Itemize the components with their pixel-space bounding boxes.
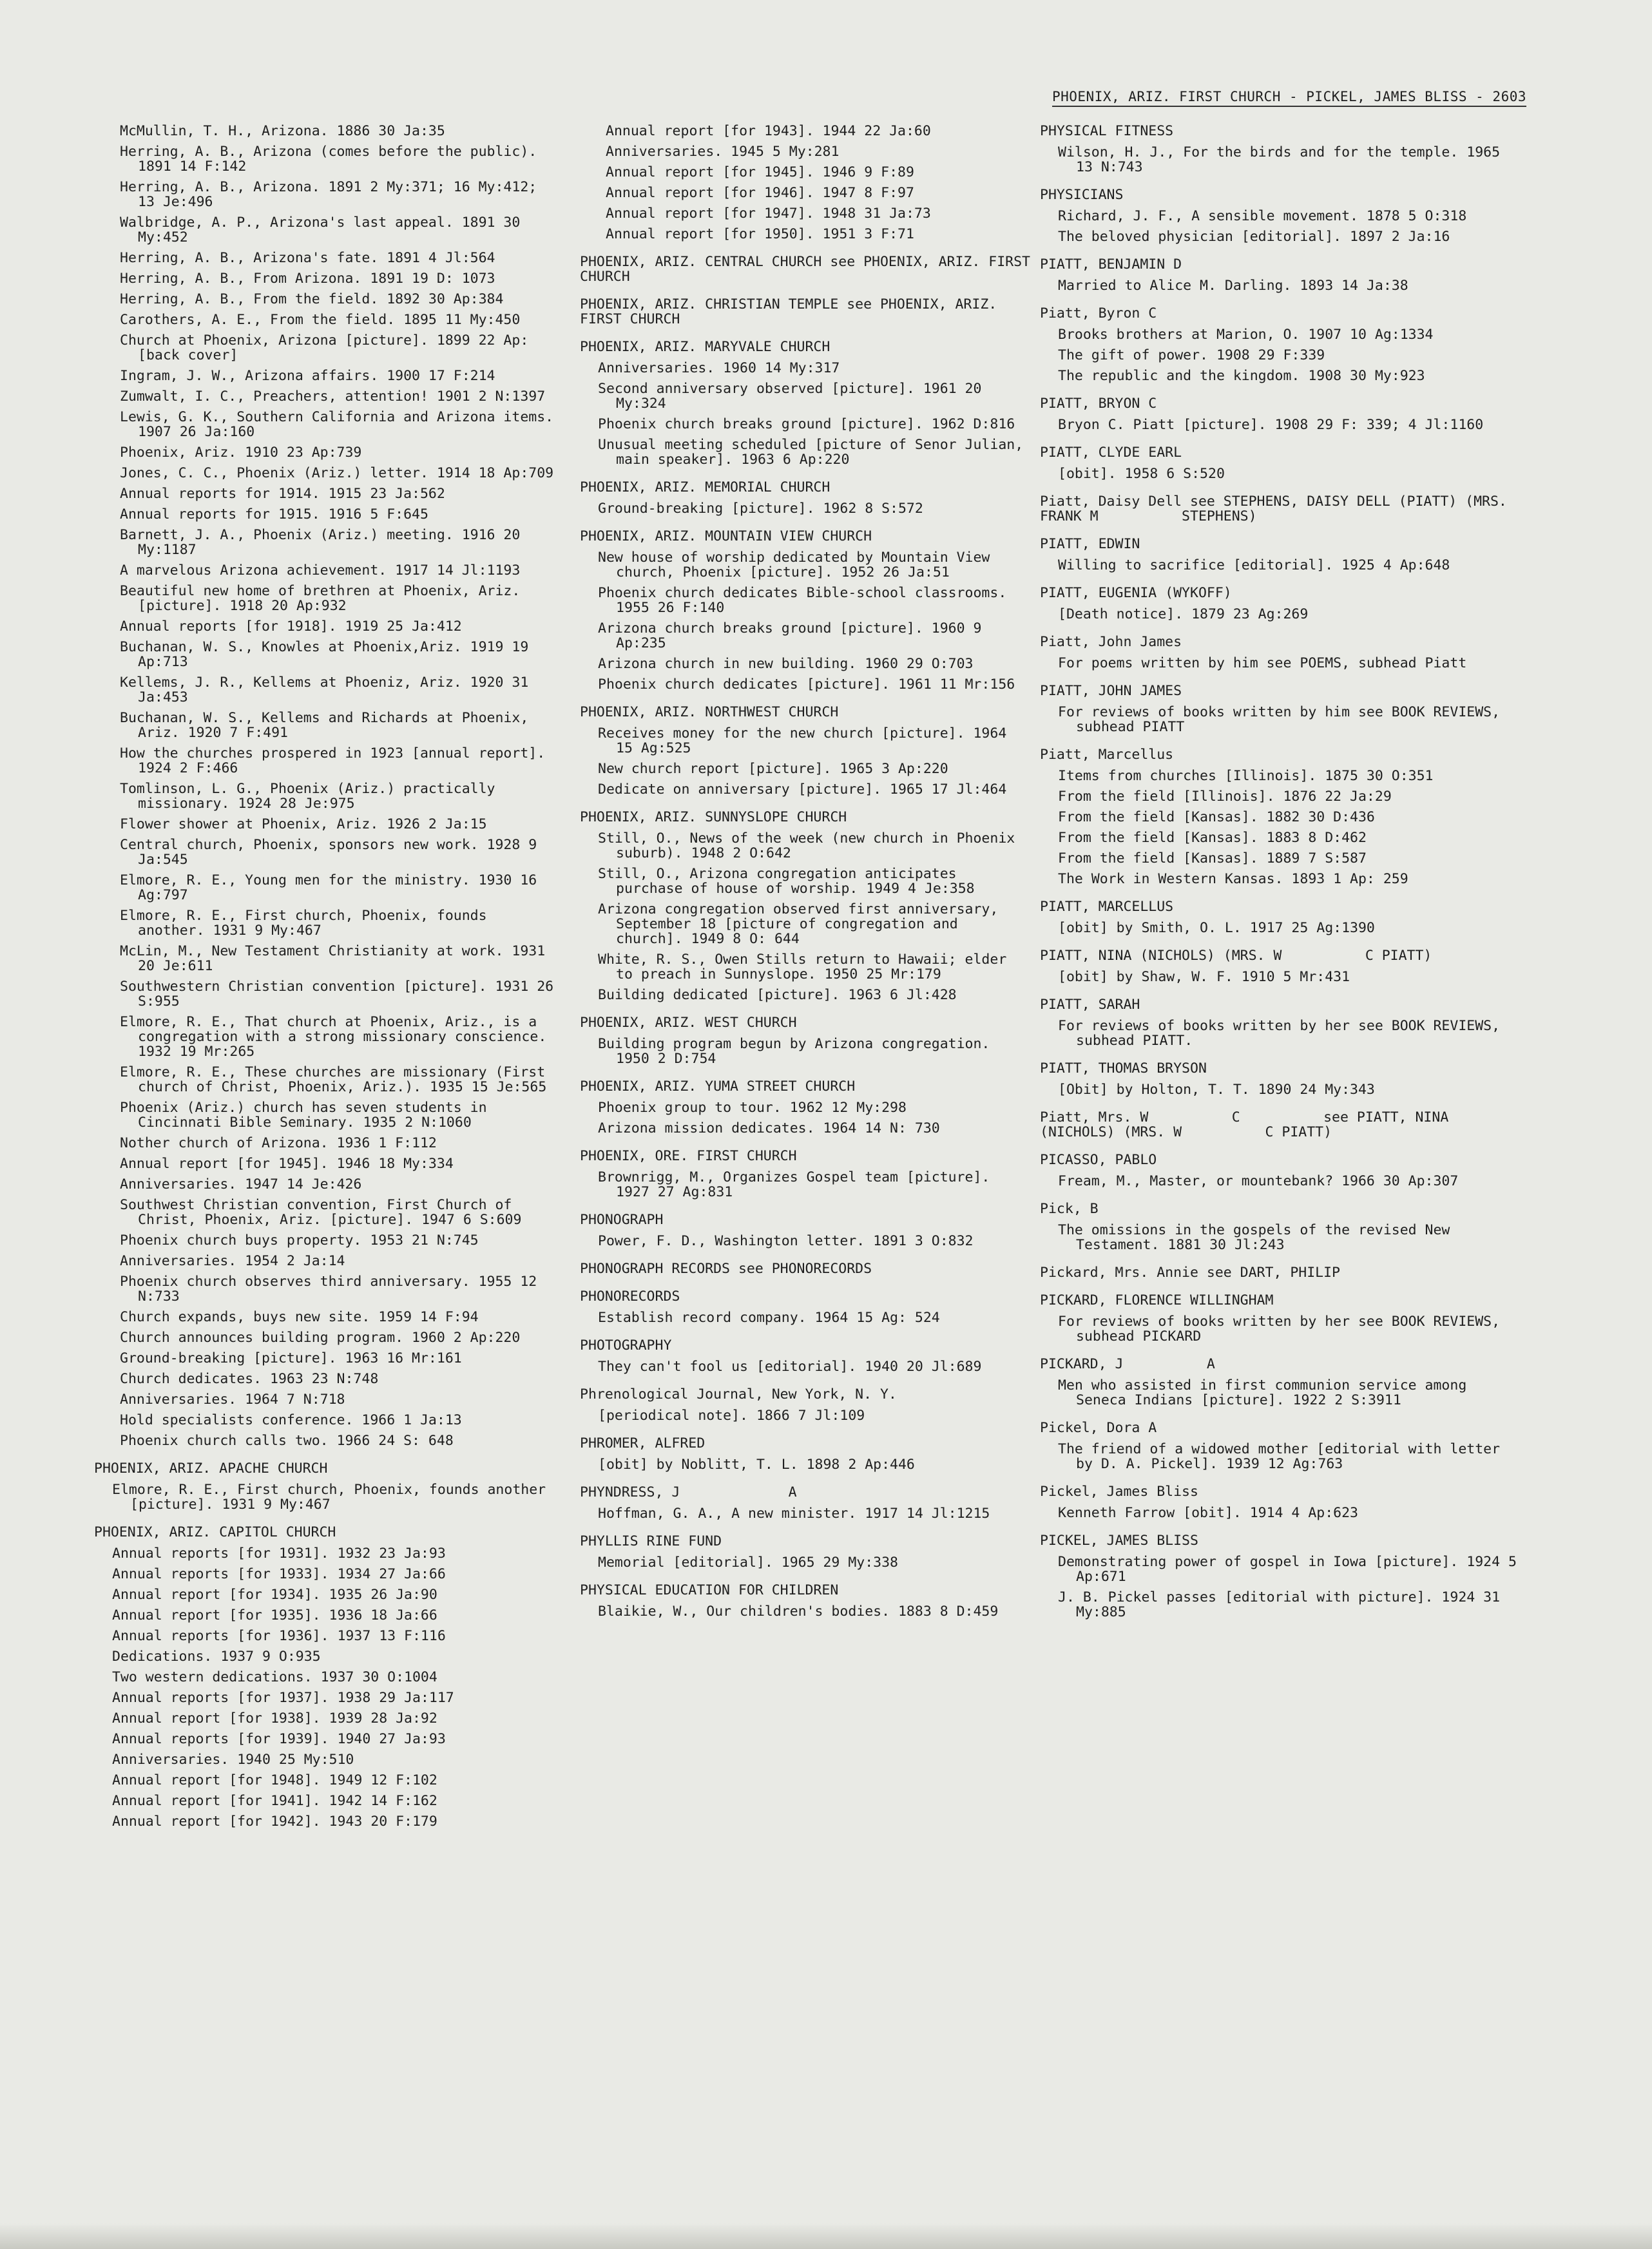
- index-heading: Pickel, Dora A: [1040, 1420, 1157, 1436]
- index-section: [1040, 899, 1517, 935]
- index-entry: Tomlinson, L. G., Phoenix (Ariz.) practically missionary. 1924 28 Je:975: [120, 781, 504, 812]
- index-entry: Anniversaries. 1940 25 My:510: [112, 1752, 354, 1768]
- index-entry: Annual reports for 1915. 1916 5 F:645: [120, 506, 428, 522]
- index-entry: Southwest Christian convention, First Church of Christ, Phoenix, Ariz. [picture]. 1947 6 S:609: [120, 1197, 522, 1228]
- index-section: [1040, 124, 1517, 175]
- index-entry: Kenneth Farrow [obit]. 1914 4 Ap:623: [1058, 1505, 1358, 1521]
- index-section: [580, 1436, 1031, 1472]
- index-entry: Phoenix church buys property. 1953 21 N:745: [120, 1232, 479, 1249]
- index-entry: Annual report [for 1938]. 1939 28 Ja:92: [112, 1710, 437, 1727]
- index-entry: Two western dedications. 1937 30 O:1004: [112, 1669, 437, 1685]
- index-section: [580, 1338, 1031, 1374]
- index-entry: Ingram, J. W., Arizona affairs. 1900 17 F:214: [120, 368, 495, 384]
- index-entry: How the churches prospered in 1923 [annual report]. 1924 2 F:466: [120, 745, 554, 776]
- index-section: [580, 529, 1031, 692]
- index-section: [580, 1289, 1031, 1325]
- index-entry: Arizona mission dedicates. 1964 14 N: 730: [598, 1120, 940, 1136]
- index-entry: Willing to sacrifice [editorial]. 1925 4 Ap:648: [1058, 557, 1450, 573]
- index-entry: McMullin, T. H., Arizona. 1886 30 Ja:35: [120, 123, 445, 139]
- index-entry: Annual report [for 1945]. 1946 18 My:334: [120, 1156, 454, 1172]
- index-heading: PIATT, BENJAMIN D: [1040, 256, 1182, 273]
- index-entry: Barnett, J. A., Phoenix (Ariz.) meeting. 1916 20 My:1187: [120, 527, 529, 558]
- index-section: [94, 123, 562, 1449]
- index-entry: Nother church of Arizona. 1936 1 F:112: [120, 1135, 437, 1151]
- index-heading: PHROMER, ALFRED: [580, 1435, 706, 1451]
- index-entry: For reviews of books written by her see BOOK REVIEWS, subhead PIATT.: [1058, 1018, 1508, 1049]
- index-section: [580, 297, 1031, 327]
- index-entry: Elmore, R. E., Young men for the ministry. 1930 16 Ag:797: [120, 872, 546, 903]
- index-entry: From the field [Kansas]. 1889 7 S:587: [1058, 850, 1367, 866]
- index-heading: Pick, B: [1040, 1201, 1099, 1217]
- index-entry: Annual reports for 1914. 1915 23 Ja:562: [120, 486, 445, 502]
- index-section: [1040, 537, 1517, 573]
- index-entry: Phoenix group to tour. 1962 12 My:298: [598, 1100, 907, 1116]
- index-entry: Elmore, R. E., That church at Phoenix, Ariz., is a congregation with a strong missionary conscience. 1932 19 Mr:265: [120, 1014, 555, 1060]
- index-entry: Annual report [for 1945]. 1946 9 F:89: [606, 164, 914, 180]
- index-entry: Herring, A. B., From Arizona. 1891 19 D: 1073: [120, 271, 495, 287]
- index-entry: For reviews of books written by him see BOOK REVIEWS, subhead PIATT: [1058, 704, 1508, 735]
- index-heading: Piatt, Byron C: [1040, 305, 1157, 321]
- index-column-2: [580, 123, 1039, 1632]
- index-section: [1040, 494, 1517, 524]
- index-entry: The beloved physician [editorial]. 1897 2 Ja:16: [1058, 229, 1450, 245]
- index-entry: Herring, A. B., From the field. 1892 30 Ap:384: [120, 291, 504, 307]
- index-section: [94, 1461, 558, 1512]
- index-section: [580, 705, 1031, 797]
- index-entry: Annual reports [for 1918]. 1919 25 Ja:412: [120, 618, 462, 635]
- index-entry: Brooks brothers at Marion, O. 1907 10 Ag:1334: [1058, 327, 1434, 343]
- index-heading: PHOENIX, ARIZ. WEST CHURCH: [580, 1015, 797, 1031]
- index-entry: Central church, Phoenix, sponsors new work. 1928 9 Ja:545: [120, 837, 546, 868]
- running-head: PHOENIX, ARIZ. FIRST CHURCH - PICKEL, JAMES BLISS - 2603: [1052, 89, 1526, 107]
- index-heading: Piatt, Marcellus: [1040, 747, 1174, 763]
- index-entry: Unusual meeting scheduled [picture of Senor Julian, main speaker]. 1963 6 Ap:220: [598, 437, 1032, 468]
- index-entry: Anniversaries. 1954 2 Ja:14: [120, 1253, 345, 1269]
- index-section: [1040, 445, 1517, 481]
- index-entry: Second anniversary observed [picture]. 1961 20 My:324: [598, 381, 990, 412]
- index-heading: Piatt, Daisy Dell see STEPHENS, DAISY DELL (PIATT) (MRS. FRANK M STEPHENS): [1040, 493, 1515, 524]
- index-entry: [Death notice]. 1879 23 Ag:269: [1058, 606, 1309, 622]
- index-entry: Phoenix, Ariz. 1910 23 Ap:739: [120, 445, 362, 461]
- index-entry: Elmore, R. E., First church, Phoenix, founds another [picture]. 1931 9 My:467: [112, 1482, 555, 1513]
- index-section: [1040, 187, 1517, 244]
- index-entry: Hoffman, G. A., A new minister. 1917 14 Jl:1215: [598, 1506, 990, 1522]
- index-entry: White, R. S., Owen Stills return to Hawaii; elder to preach in Sunnyslope. 1950 25 Mr:179: [598, 952, 1015, 982]
- index-entry: Beautiful new home of brethren at Phoenix, Ariz. [picture]. 1918 20 Ap:932: [120, 583, 529, 614]
- index-entry: For poems written by him see POEMS, subhead Piatt: [1058, 655, 1467, 671]
- index-entry: From the field [Illinois]. 1876 22 Ja:29: [1058, 789, 1392, 805]
- index-entry: The omissions in the gospels of the revised New Testament. 1881 30 Jl:243: [1058, 1222, 1459, 1253]
- index-section: [580, 1079, 1031, 1136]
- index-heading: PHOTOGRAPHY: [580, 1337, 672, 1354]
- index-heading: PHOENIX, ARIZ. YUMA STREET CHURCH: [580, 1078, 856, 1095]
- index-section: [580, 124, 1031, 242]
- index-entry: Walbridge, A. P., Arizona's last appeal. 1891 30 My:452: [120, 215, 529, 245]
- index-entry: Blaikie, W., Our children's bodies. 1883 8 D:459: [598, 1603, 999, 1620]
- index-section: [1040, 1110, 1517, 1140]
- index-heading: Piatt, Mrs. W C see PIATT, NINA (NICHOLS) (MRS. W C PIATT): [1040, 1109, 1457, 1140]
- index-section: [580, 1015, 1031, 1066]
- index-heading: PICASSO, PABLO: [1040, 1152, 1157, 1168]
- index-section: [580, 1212, 1031, 1249]
- index-entry: Elmore, R. E., These churches are missionary (First church of Christ, Phoenix, Ariz.). 1935 15 Je:565: [120, 1064, 554, 1095]
- index-entry: From the field [Kansas]. 1882 30 D:436: [1058, 809, 1375, 825]
- index-entry: Demonstrating power of gospel in Iowa [picture]. 1924 5 Ap:671: [1058, 1554, 1525, 1585]
- index-entry: Annual report [for 1948]. 1949 12 F:102: [112, 1772, 437, 1788]
- index-entry: From the field [Kansas]. 1883 8 D:462: [1058, 830, 1367, 846]
- index-heading: PHYSICIANS: [1040, 187, 1124, 203]
- index-entry: Richard, J. F., A sensible movement. 1878 5 O:318: [1058, 208, 1467, 224]
- index-section: [1040, 948, 1517, 984]
- index-section: [580, 1485, 1031, 1521]
- index-entry: Carothers, A. E., From the field. 1895 11 My:450: [120, 312, 521, 328]
- index-entry: Ground-breaking [picture]. 1962 8 S:572: [598, 501, 923, 517]
- index-entry: Flower shower at Phoenix, Ariz. 1926 2 Ja:15: [120, 816, 487, 832]
- index-entry: Annual report [for 1943]. 1944 22 Ja:60: [606, 123, 931, 139]
- index-entry: Dedications. 1937 9 O:935: [112, 1649, 321, 1665]
- index-entry: McLin, M., New Testament Christianity at work. 1931 20 Je:611: [120, 943, 554, 974]
- index-section: [1040, 1061, 1517, 1097]
- index-entry: Annual report [for 1934]. 1935 26 Ja:90: [112, 1587, 437, 1603]
- index-heading: PHYLLIS RINE FUND: [580, 1533, 722, 1549]
- index-section: [1040, 1265, 1517, 1280]
- index-entry: Annual reports [for 1936]. 1937 13 F:116: [112, 1628, 446, 1644]
- index-entry: [obit] by Smith, O. L. 1917 25 Ag:1390: [1058, 920, 1375, 936]
- index-entry: Phoenix church breaks ground [picture]. 1962 D:816: [598, 416, 1015, 432]
- index-heading: PICKEL, JAMES BLISS: [1040, 1533, 1198, 1549]
- index-entry: Arizona congregation observed first anniversary, September 18 [picture of congregation and church]. 1949 8 O: 644: [598, 901, 1007, 947]
- index-heading: PHOENIX, ARIZ. CHRISTIAN TEMPLE see PHOENIX, ARIZ. FIRST CHURCH: [580, 296, 1006, 327]
- index-entry: Bryon C. Piatt [picture]. 1908 29 F: 339; 4 Jl:1160: [1058, 417, 1484, 433]
- index-entry: Anniversaries. 1960 14 My:317: [598, 360, 840, 376]
- index-entry: Herring, A. B., Arizona. 1891 2 My:371; 16 My:412; 13 Je:496: [120, 179, 546, 210]
- index-entry: New house of worship dedicated by Mountain View church, Phoenix [picture]. 1952 26 Ja:51: [598, 550, 999, 580]
- index-entry: Church at Phoenix, Arizona [picture]. 1899 22 Ap:[back cover]: [120, 332, 529, 363]
- index-heading: PIATT, JOHN JAMES: [1040, 683, 1182, 699]
- index-entry: Annual report [for 1941]. 1942 14 F:162: [112, 1793, 437, 1809]
- index-heading: PHOENIX, ARIZ. CAPITOL CHURCH: [94, 1524, 336, 1540]
- index-section: [1040, 1357, 1517, 1408]
- index-entry: Zumwalt, I. C., Preachers, attention! 1901 2 N:1397: [120, 388, 546, 405]
- index-section: [1040, 997, 1517, 1048]
- index-entry: Phoenix (Ariz.) church has seven students in Cincinnati Bible Seminary. 1935 2 N:1060: [120, 1100, 495, 1131]
- index-section: [1040, 1293, 1517, 1344]
- index-column-1: [94, 123, 562, 1842]
- index-heading: PHOENIX, ORE. FIRST CHURCH: [580, 1148, 797, 1164]
- index-section: [1040, 1153, 1517, 1189]
- index-entry: Annual reports [for 1937]. 1938 29 Ja:117: [112, 1690, 454, 1706]
- index-entry: Men who assisted in first communion service among Seneca Indians [picture]. 1922 2 S:3911: [1058, 1377, 1475, 1408]
- index-section: [1040, 396, 1517, 432]
- index-entry: Building dedicated [picture]. 1963 6 Jl:428: [598, 987, 957, 1003]
- index-heading: PIATT, THOMAS BRYSON: [1040, 1060, 1207, 1077]
- index-entry: Annual report [for 1950]. 1951 3 F:71: [606, 226, 914, 242]
- index-heading: PHOENIX, ARIZ. MOUNTAIN VIEW CHURCH: [580, 528, 872, 544]
- index-entry: Dedicate on anniversary [picture]. 1965 17 Jl:464: [598, 781, 1007, 798]
- index-heading: PHOENIX, ARIZ. SUNNYSLOPE CHURCH: [580, 809, 847, 825]
- index-entry: The Work in Western Kansas. 1893 1 Ap: 259: [1058, 871, 1408, 887]
- index-entry: Brownrigg, M., Organizes Gospel team [picture]. 1927 27 Ag:831: [598, 1169, 999, 1200]
- index-entry: New church report [picture]. 1965 3 Ap:220: [598, 761, 948, 777]
- index-heading: Piatt, John James: [1040, 634, 1182, 650]
- index-section: [1040, 306, 1517, 383]
- index-heading: PIATT, NINA (NICHOLS) (MRS. W C PIATT): [1040, 948, 1432, 964]
- index-heading: PHOENIX, ARIZ. MEMORIAL CHURCH: [580, 479, 831, 495]
- index-entry: Still, O., News of the week (new church in Phoenix suburb). 1948 2 O:642: [598, 830, 1024, 861]
- index-heading: Phrenological Journal, New York, N. Y.: [580, 1386, 897, 1402]
- index-entry: Anniversaries. 1947 14 Je:426: [120, 1176, 362, 1192]
- index-entry: Lewis, G. K., Southern California and Arizona items. 1907 26 Ja:160: [120, 409, 562, 440]
- index-entry: Anniversaries. 1945 5 My:281: [606, 144, 840, 160]
- index-heading: PHYSICAL EDUCATION FOR CHILDREN: [580, 1582, 839, 1598]
- page-bottom-edge: [0, 2223, 1652, 2249]
- index-section: [580, 810, 1031, 1002]
- index-heading: PHONOGRAPH RECORDS see PHONORECORDS: [580, 1261, 872, 1277]
- index-heading: PIATT, CLYDE EARL: [1040, 445, 1182, 461]
- index-entry: Hold specialists conference. 1966 1 Ja:13: [120, 1412, 462, 1428]
- index-section: [1040, 1533, 1525, 1620]
- index-section: [1040, 1421, 1517, 1471]
- index-entry: Establish record company. 1964 15 Ag: 524: [598, 1310, 940, 1326]
- index-entry: Elmore, R. E., First church, Phoenix, founds another. 1931 9 My:467: [120, 908, 495, 939]
- index-entry: Phoenix church calls two. 1966 24 S: 648: [120, 1433, 454, 1449]
- index-section: [580, 1583, 1031, 1619]
- index-heading: PIATT, SARAH: [1040, 997, 1140, 1013]
- index-heading: Pickel, James Bliss: [1040, 1484, 1198, 1500]
- index-heading: PHOENIX, ARIZ. APACHE CHURCH: [94, 1460, 328, 1477]
- index-entry: Annual report [for 1942]. 1943 20 F:179: [112, 1814, 437, 1830]
- index-heading: PHYSICAL FITNESS: [1040, 123, 1174, 139]
- index-heading: PIATT, EDWIN: [1040, 536, 1140, 552]
- index-entry: Ground-breaking [picture]. 1963 16 Mr:161: [120, 1350, 462, 1366]
- index-entry: The republic and the kingdom. 1908 30 My:923: [1058, 368, 1425, 384]
- index-entry: Phoenix church observes third anniversary. 1955 12 N:733: [120, 1274, 546, 1305]
- index-entry: Memorial [editorial]. 1965 29 My:338: [598, 1555, 898, 1571]
- index-heading: PHONORECORDS: [580, 1288, 680, 1305]
- index-entry: For reviews of books written by her see BOOK REVIEWS, subhead PICKARD: [1058, 1314, 1508, 1345]
- index-heading: PHOENIX, ARIZ. MARYVALE CHURCH: [580, 339, 831, 355]
- index-entry: The friend of a widowed mother [editorial with letter by D. A. Pickel]. 1939 12 Ag:763: [1058, 1441, 1508, 1472]
- index-entry: Receives money for the new church [picture]. 1964 15 Ag:525: [598, 725, 1015, 756]
- index-section: [1040, 747, 1517, 886]
- index-section: [580, 1149, 1031, 1200]
- index-entry: Married to Alice M. Darling. 1893 14 Ja:38: [1058, 278, 1408, 294]
- index-heading: PIATT, EUGENIA (WYKOFF): [1040, 585, 1232, 601]
- index-entry: Jones, C. C., Phoenix (Ariz.) letter. 1914 18 Ap:709: [120, 465, 554, 481]
- index-section: [580, 480, 1031, 516]
- index-entry: Herring, A. B., Arizona's fate. 1891 4 Jl:564: [120, 250, 495, 266]
- index-entry: Building program begun by Arizona congregation. 1950 2 D:754: [598, 1036, 999, 1067]
- index-entry: Still, O., Arizona congregation anticipates purchase of house of worship. 1949 4 Je:358: [598, 866, 975, 897]
- index-section: [580, 340, 1031, 467]
- index-section: [1040, 586, 1517, 622]
- index-section: [1040, 684, 1517, 734]
- index-section: [580, 1387, 1031, 1423]
- index-entry: [Obit] by Holton, T. T. 1890 24 My:343: [1058, 1082, 1375, 1098]
- index-entry: [obit] by Shaw, W. F. 1910 5 Mr:431: [1058, 969, 1350, 985]
- index-entry: Church dedicates. 1963 23 N:748: [120, 1371, 379, 1387]
- index-entry: Annual report [for 1947]. 1948 31 Ja:73: [606, 206, 931, 222]
- index-section: [1040, 635, 1517, 671]
- index-entry: Kellems, J. R., Kellems at Phoeniz, Ariz. 1920 31 Ja:453: [120, 675, 537, 705]
- index-entry: Phoenix church dedicates [picture]. 1961 11 Mr:156: [598, 676, 1015, 693]
- index-entry: Anniversaries. 1964 7 N:718: [120, 1392, 345, 1408]
- index-entry: Southwestern Christian convention [picture]. 1931 26 S:955: [120, 979, 562, 1010]
- index-entry: [obit] by Noblitt, T. L. 1898 2 Ap:446: [598, 1457, 915, 1473]
- index-section: [94, 1525, 558, 1829]
- index-heading: PICKARD, FLORENCE WILLINGHAM: [1040, 1292, 1274, 1308]
- index-entry: Phoenix church dedicates Bible-school classrooms. 1955 26 F:140: [598, 585, 1015, 616]
- index-section: [1040, 1484, 1517, 1520]
- index-heading: PHYNDRESS, J A: [580, 1484, 797, 1500]
- index-entry: J. B. Pickel passes [editorial with picture]. 1924 31 My:885: [1058, 1589, 1508, 1620]
- index-heading: PHOENIX, ARIZ. NORTHWEST CHURCH: [580, 704, 839, 720]
- index-entry: Wilson, H. J., For the birds and for the temple. 1965 13 N:743: [1058, 144, 1508, 175]
- index-entry: Buchanan, W. S., Kellems and Richards at Phoenix, Ariz. 1920 7 F:491: [120, 710, 537, 741]
- index-entry: Church expands, buys new site. 1959 14 F:94: [120, 1309, 479, 1325]
- index-heading: PICKARD, J A: [1040, 1356, 1215, 1372]
- index-entry: Fream, M., Master, or mountebank? 1966 30 Ap:307: [1058, 1173, 1459, 1189]
- index-heading: PIATT, BRYON C: [1040, 396, 1157, 412]
- index-entry: They can't fool us [editorial]. 1940 20 Jl:689: [598, 1359, 982, 1375]
- index-entry: Power, F. D., Washington letter. 1891 3 O:832: [598, 1233, 974, 1249]
- index-entry: Church announces building program. 1960 2 Ap:220: [120, 1330, 521, 1346]
- index-entry: Items from churches [Illinois]. 1875 30 O:351: [1058, 768, 1434, 784]
- index-section: [580, 1534, 1031, 1570]
- index-entry: Annual report [for 1935]. 1936 18 Ja:66: [112, 1607, 437, 1623]
- index-entry: Buchanan, W. S., Knowles at Phoenix,Ariz. 1919 19 Ap:713: [120, 639, 537, 670]
- index-entry: Annual reports [for 1933]. 1934 27 Ja:66: [112, 1566, 446, 1582]
- index-entry: Annual report [for 1946]. 1947 8 F:97: [606, 185, 914, 201]
- index-entry: [obit]. 1958 6 S:520: [1058, 466, 1225, 482]
- index-section: [1040, 1201, 1517, 1252]
- index-section: [580, 1261, 1031, 1276]
- index-heading: PIATT, MARCELLUS: [1040, 899, 1174, 915]
- index-entry: Annual reports [for 1939]. 1940 27 Ja:93: [112, 1731, 446, 1747]
- index-entry: A marvelous Arizona achievement. 1917 14 Jl:1193: [120, 562, 521, 579]
- index-heading: PHOENIX, ARIZ. CENTRAL CHURCH see PHOENIX, ARIZ. FIRST CHURCH: [580, 254, 1039, 285]
- index-heading: PHONOGRAPH: [580, 1212, 664, 1228]
- index-entry: [periodical note]. 1866 7 Jl:109: [598, 1408, 865, 1424]
- index-entry: Annual reports [for 1931]. 1932 23 Ja:93: [112, 1546, 446, 1562]
- index-heading: Pickard, Mrs. Annie see DART, PHILIP: [1040, 1265, 1340, 1281]
- index-entry: Arizona church in new building. 1960 29 O:703: [598, 656, 974, 672]
- index-entry: The gift of power. 1908 29 F:339: [1058, 347, 1325, 363]
- index-section: [580, 254, 1039, 285]
- index-entry: Herring, A. B., Arizona (comes before the public). 1891 14 F:142: [120, 144, 546, 175]
- index-entry: Arizona church breaks ground [picture]. 1960 9 Ap:235: [598, 620, 990, 651]
- index-section: [1040, 257, 1517, 293]
- index-column-3: [1040, 123, 1525, 1632]
